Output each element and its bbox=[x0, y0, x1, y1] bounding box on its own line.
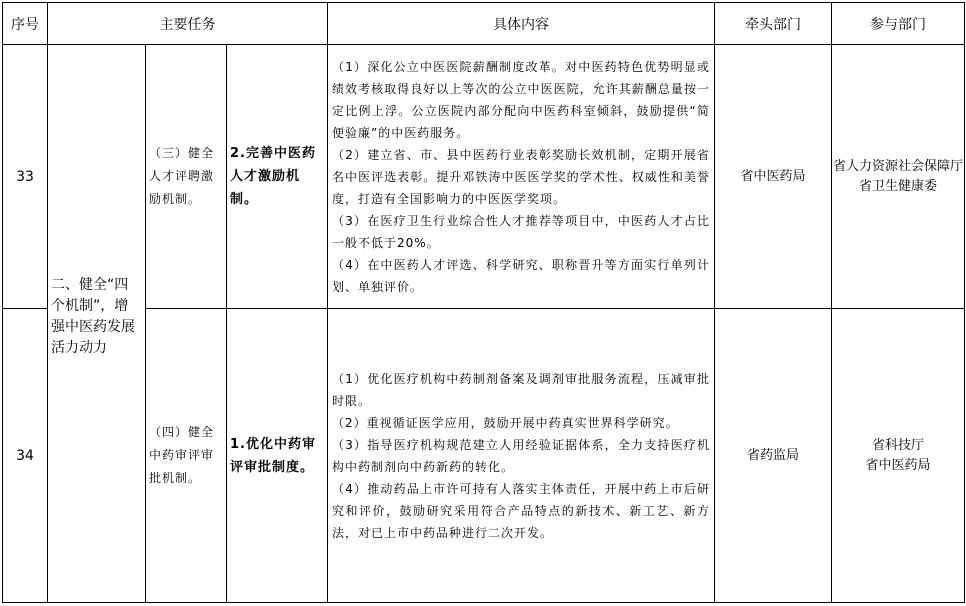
header-content: 具体内容 bbox=[328, 3, 715, 45]
content-item: （4）在中医药人才评选、科学研究、职称晋升等方面实行单列计划、单独评价。 bbox=[332, 257, 710, 294]
content-cell bbox=[328, 309, 715, 603]
policy-cell: 2.完善中医药人才激励机制。 bbox=[227, 45, 328, 309]
policy-cell: 1.优化中药审评审批制度。 bbox=[227, 309, 328, 603]
participate-dept bbox=[832, 309, 965, 603]
participate-dept bbox=[832, 45, 965, 309]
participate-item: 省中医药局 bbox=[865, 457, 931, 473]
content-cell bbox=[328, 45, 715, 309]
participate-item: 省卫生健康委 bbox=[858, 178, 937, 194]
content-item: （1）深化公立中医医院薪酬制度改革。对中医药特色优势明显或绩效考核取得良好以上等次的公立中医医院，允许其薪酬总量按一定比例上浮。公立医院内部分配向中医药科室倾斜，鼓励提供“简便验廉”的中医药服务。 bbox=[332, 59, 710, 140]
content-item: （2）建立省、市、县中医药行业表彰奖励长效机制，定期开展省名中医评选表彰。提升邓铁涛中医医学奖的学术性、权威性和美誉度，打造有全国影响力的中医医学奖项。 bbox=[332, 147, 710, 206]
row-seq: 34 bbox=[3, 309, 48, 603]
header-task: 主要任务 bbox=[48, 3, 328, 45]
content-item: （3）指导医疗机构规范建立人用经验证据体系，全力支持医疗机构中药制剂向中药新药的转化。 bbox=[332, 437, 710, 474]
subtask-cell: （四）健全中药审评审批机制。 bbox=[146, 309, 227, 603]
category-cell bbox=[48, 45, 146, 603]
header-seq: 序号 bbox=[3, 3, 48, 45]
content-item: （3）在医疗卫生行业综合性人才推荐等项目中，中医药人才占比一般不低于20%。 bbox=[332, 213, 710, 250]
table-row bbox=[3, 309, 965, 603]
row-seq: 33 bbox=[3, 45, 48, 309]
content-item: （2）重视循证医学应用，鼓励开展中药真实世界科学研究。 bbox=[332, 415, 679, 430]
lead-dept: 省药监局 bbox=[715, 309, 832, 603]
header-row bbox=[3, 3, 965, 45]
header-lead: 牵头部门 bbox=[715, 3, 832, 45]
subtask-cell: （三）健全人才评聘激励机制。 bbox=[146, 45, 227, 309]
participate-item: 省人力资源社会保障厅 bbox=[832, 158, 963, 174]
lead-dept: 省中医药局 bbox=[715, 45, 832, 309]
category-label: 二、健全“四个机制”，增强中医药发展活力动力 bbox=[51, 277, 135, 356]
participate-item: 省科技厅 bbox=[871, 437, 924, 453]
header-participate: 参与部门 bbox=[832, 3, 965, 45]
content-item: （1）优化医疗机构中药制剂备案及调剂审批服务流程，压减审批时限。 bbox=[332, 371, 710, 408]
task-table bbox=[2, 2, 965, 603]
content-item: （4）推动药品上市许可持有人落实主体责任，开展中药上市后研究和评价，鼓励研究采用符合产品特点的新技术、新工艺、新方法，对已上市中药品种进行二次开发。 bbox=[332, 481, 710, 540]
table-row bbox=[3, 45, 965, 309]
